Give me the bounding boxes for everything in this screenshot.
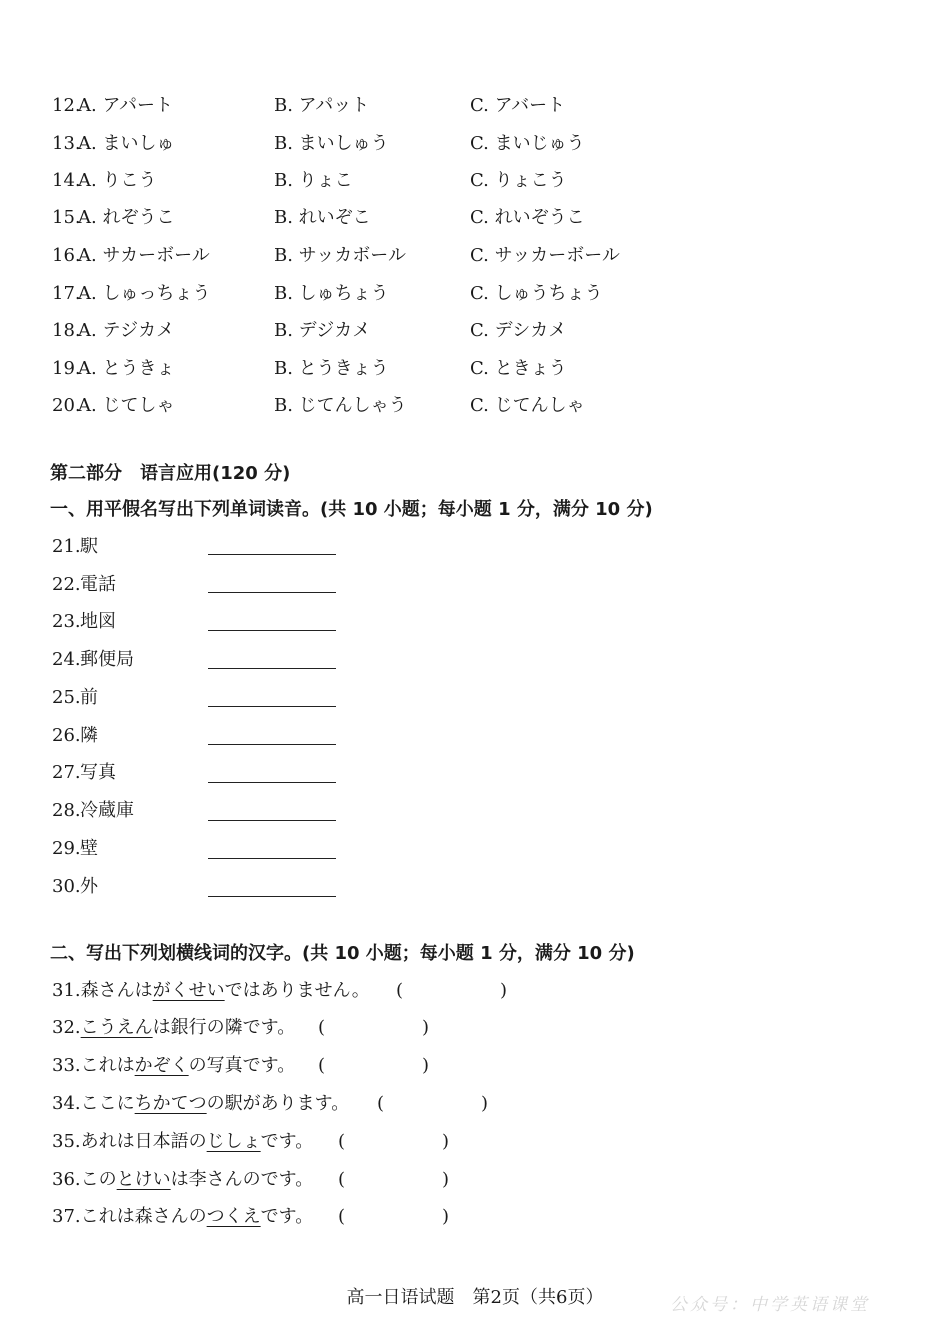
option-a: A. とうきょ [78,358,175,379]
item-number: 35. [52,1131,81,1152]
item-number: 28. [52,800,81,821]
item-number: 24. [52,649,81,670]
underlined-word: かぞく [134,1055,189,1076]
item-number: 21. [52,536,81,557]
answer-paren-open[interactable]: ( [396,980,404,1001]
answer-blank[interactable] [208,592,336,593]
option-a: A. れぞうこ [78,207,175,228]
kanji-item [52,977,508,1005]
item-number: 18. [52,320,81,341]
answer-blank[interactable] [208,820,336,821]
option-b: B. しゅちょう [274,283,389,304]
underlined-word: ちかてつ [134,1093,207,1114]
sentence-prefix: ここに [80,1093,135,1114]
answer-paren-close: ) [481,1093,489,1114]
item-number: 29. [52,838,81,859]
sentence-suffix: です。 [260,1206,314,1227]
underlined-word: こうえん [80,1017,153,1038]
sentence-prefix: これは [80,1055,135,1076]
sentence-suffix: ではありません。 [224,980,370,1001]
kanji-item [52,1014,430,1042]
sentence-suffix: の写真です。 [188,1055,296,1076]
kanji-word: 冷蔵庫 [80,800,134,821]
answer-blank[interactable] [208,630,336,631]
item-number: 36. [52,1169,81,1190]
item-number: 33. [52,1055,81,1076]
sentence-suffix: の駅があります。 [206,1093,350,1114]
kanji-item [52,1203,450,1231]
answer-blank[interactable] [208,706,336,707]
answer-paren-close: ) [442,1169,450,1190]
option-c: C. しゅうちょう [470,283,603,304]
option-c: C. アバート [470,95,566,116]
kanji-word: 写真 [80,762,116,783]
sentence-prefix: これは森さんの [80,1206,207,1227]
sentence-prefix: あれは日本語の [80,1131,207,1152]
item-number: 23. [52,611,81,632]
answer-paren-open[interactable]: ( [338,1169,346,1190]
answer-paren-open[interactable]: ( [377,1093,385,1114]
item-number: 20. [52,395,81,416]
option-b: B. りょこ [274,170,353,191]
answer-paren-close: ) [500,980,508,1001]
option-b: B. アパット [274,95,370,116]
option-b: B. サッカボール [274,245,406,266]
kanji-word: 隣 [80,725,98,746]
item-number: 34. [52,1093,81,1114]
option-a: A. アパート [78,95,174,116]
option-b: B. じてんしゃう [274,395,407,416]
underlined-word: じしょ [206,1131,261,1152]
answer-blank[interactable] [208,554,336,555]
sentence-suffix: です。 [260,1131,314,1152]
option-a: A. じてしゃ [78,395,175,416]
section1-title: 一、用平假名写出下列单词读音。(共 10 小题；每小题 1 分，满分 10 分) [50,499,653,520]
kanji-item [52,1128,450,1156]
option-a: A. りこう [78,170,157,191]
option-a: A. テジカメ [78,320,175,341]
kanji-word: 駅 [80,536,98,557]
item-number: 30. [52,876,81,897]
answer-paren-close: ) [422,1055,430,1076]
option-c: C. まいじゅう [470,133,585,154]
item-number: 32. [52,1017,81,1038]
kanji-word: 前 [80,687,98,708]
item-number: 25. [52,687,81,708]
item-number: 26. [52,725,81,746]
watermark: 公众号：中学英语课堂 [670,1295,870,1315]
kanji-word: 壁 [80,838,98,859]
option-c: C. れいぞうこ [470,207,585,228]
option-c: C. りょこう [470,170,567,191]
option-c: C. サッカーボール [470,245,620,266]
underlined-word: とけい [116,1169,171,1190]
answer-paren-close: ) [442,1206,450,1227]
item-number: 15. [52,207,81,228]
item-number: 37. [52,1206,81,1227]
option-a: A. まいしゅ [78,133,175,154]
option-c: C. じてんしゃ [470,395,585,416]
underlined-word: がくせい [152,980,225,1001]
kanji-item [52,1052,430,1080]
item-number: 12. [52,95,81,116]
section2-title: 二、写出下列划横线词的汉字。(共 10 小题；每小题 1 分，满分 10 分) [50,943,635,964]
kanji-word: 外 [80,876,98,897]
item-number: 31. [52,980,81,1001]
answer-paren-close: ) [422,1017,430,1038]
item-number: 27. [52,762,81,783]
item-number: 19. [52,358,81,379]
sentence-suffix: は銀行の隣です。 [152,1017,296,1038]
kanji-item [52,1090,489,1118]
item-number: 16. [52,245,81,266]
sentence-suffix: は李さんのです。 [170,1169,314,1190]
sentence-prefix: 森さんは [80,980,153,1001]
option-b: B. まいしゅう [274,133,389,154]
answer-blank[interactable] [208,858,336,859]
answer-blank[interactable] [208,744,336,745]
answer-paren-open[interactable]: ( [318,1017,326,1038]
option-a: A. しゅっちょう [78,283,211,304]
page-footer: 高一日语试题 第2页（共6页） [346,1287,604,1308]
answer-blank[interactable] [208,668,336,669]
answer-blank[interactable] [208,896,336,897]
sentence-prefix: この [80,1169,117,1190]
option-a: A. サカーボール [78,245,210,266]
item-number: 17. [52,283,81,304]
answer-paren-open[interactable]: ( [338,1206,346,1227]
option-b: B. デジカメ [274,320,371,341]
kanji-word: 地図 [80,611,116,632]
option-b: B. れいぞこ [274,207,371,228]
answer-blank[interactable] [208,782,336,783]
item-number: 14. [52,170,81,191]
option-c: C. デシカメ [470,320,567,341]
option-b: B. とうきょう [274,358,389,379]
kanji-word: 郵便局 [80,649,134,670]
item-number: 13. [52,133,81,154]
answer-paren-open[interactable]: ( [338,1131,346,1152]
item-number: 22. [52,574,81,595]
kanji-item [52,1166,450,1194]
answer-paren-open[interactable]: ( [318,1055,326,1076]
part2-title: 第二部分 语言应用(120 分) [50,463,291,484]
answer-paren-close: ) [442,1131,450,1152]
underlined-word: つくえ [206,1206,261,1227]
option-c: C. ときょう [470,358,567,379]
kanji-word: 電話 [80,574,116,595]
